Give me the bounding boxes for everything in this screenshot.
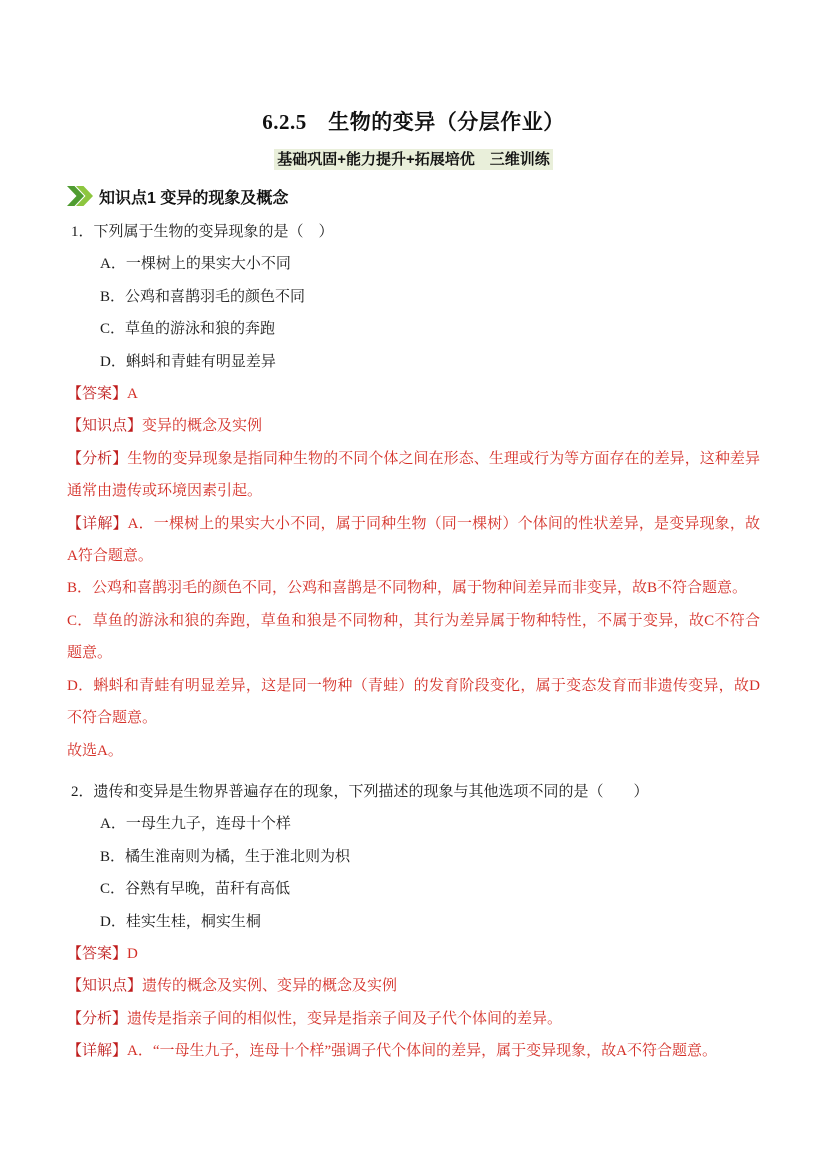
detail-label: 【详解】 — [67, 1043, 128, 1060]
answer-label: 【答案】 — [67, 386, 128, 403]
conclusion-value: 故选A。 — [67, 742, 123, 759]
knowledge-value: 变异的概念及实例 — [142, 418, 263, 435]
detail-value: D．蝌蚪和青蛙有明显差异，这是同一物种（青蛙）的发育阶段变化，属于变态发育而非遗传变异，故D不符合题意。 — [67, 677, 760, 727]
question-1-option-c: C．草鱼的游泳和狼的奔跑 — [100, 321, 276, 338]
knowledge-value: 遗传的概念及实例、变异的概念及实例 — [142, 978, 398, 995]
question-2-option-c: C．谷熟有早晚，苗秆有高低 — [100, 881, 291, 898]
question-1-knowledge-point — [67, 410, 760, 442]
answer-value: A — [127, 386, 138, 403]
knowledge-point-heading — [67, 185, 760, 207]
question-1-detail-d — [67, 670, 760, 735]
knowledge-point-label: 知识点1 变异的现象及概念 — [99, 189, 289, 207]
detail-value: C．草鱼的游泳和狼的奔跑，草鱼和狼是不同物种，其行为差异属于物种特性，不属于变异，故C不符合题意。 — [67, 612, 760, 662]
analysis-value: 遗传是指亲子间的相似性，变异是指亲子间及子代个体间的差异。 — [127, 1010, 563, 1027]
question-2-detail-a — [67, 1035, 760, 1067]
question-1-detail-a — [67, 508, 760, 573]
double-chevron-icon — [67, 186, 94, 206]
page-title: 6.2.5 生物的变异（分层作业） — [262, 110, 565, 134]
answer-value: D — [127, 945, 138, 962]
subtitle-row — [67, 149, 760, 170]
question-2-option-a: A．一母生九子，连母十个样 — [100, 816, 291, 833]
question-1-analysis — [67, 443, 760, 508]
question-1-conclusion — [67, 735, 760, 767]
page-subtitle: 基础巩固+能力提升+拓展培优 三维训练 — [274, 149, 553, 170]
question-2-stem: 2．遗传和变异是生物界普遍存在的现象，下列描述的现象与其他选项不同的是（ ） — [71, 783, 649, 800]
question-1-detail-b — [67, 572, 760, 604]
knowledge-label: 【知识点】 — [67, 978, 143, 995]
question-1-option-a: A．一棵树上的果实大小不同 — [100, 256, 291, 273]
knowledge-label: 【知识点】 — [67, 418, 143, 435]
question-1-stem: 1．下列属于生物的变异现象的是（ ） — [71, 224, 334, 240]
analysis-label: 【分析】 — [67, 1010, 128, 1027]
answer-label: 【答案】 — [67, 945, 128, 962]
question-1-option-d: D．蝌蚪和青蛙有明显差异 — [100, 353, 276, 370]
question-2-option-d: D．桂实生桂，桐实生桐 — [100, 913, 261, 930]
question-2-option-b: B．橘生淮南则为橘，生于淮北则为枳 — [100, 848, 351, 865]
question-2-analysis — [67, 1003, 760, 1035]
question-1-detail-c — [67, 605, 760, 670]
question-1-answer — [67, 378, 760, 410]
question-2-answer — [67, 938, 760, 970]
question-block-1 — [67, 216, 760, 767]
question-block-2 — [67, 776, 760, 1068]
question-2-knowledge-point — [67, 970, 760, 1002]
detail-label: 【详解】 — [67, 515, 128, 532]
detail-value: B．公鸡和喜鹊羽毛的颜色不同，公鸡和喜鹊是不同物种，属于物种间差异而非变异，故B不符合题意。 — [67, 580, 748, 597]
detail-value: A．“一母生九子，连母十个样”强调子代个体间的差异，属于变异现象，故A不符合题意。 — [127, 1043, 717, 1060]
question-1-option-b: B．公鸡和喜鹊羽毛的颜色不同 — [100, 288, 306, 305]
detail-value: A．一棵树上的果实大小不同，属于同种生物（同一棵树）个体间的性状差异，是变异现象，故A符合题意。 — [67, 515, 760, 565]
analysis-value: 生物的变异现象是指同种生物的不同个体之间在形态、生理或行为等方面存在的差异，这种差异通常由遗传或环境因素引起。 — [67, 450, 760, 500]
analysis-label: 【分析】 — [67, 450, 128, 467]
